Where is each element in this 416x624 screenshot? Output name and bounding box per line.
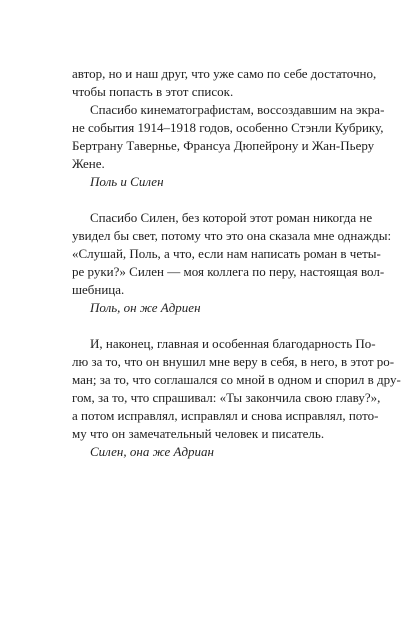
signature-line: Поль и Силен — [90, 174, 164, 189]
text-line: ре руки?» Силен — моя коллега по перу, настоящая вол- — [72, 264, 385, 279]
signature-line: Силен, она же Адриан — [90, 444, 214, 459]
text-line: Бертрану Тавернье, Франсуа Дюпейрону и Жан-Пьеру — [72, 138, 375, 153]
text-line: чтобы попасть в этот список. — [72, 84, 234, 99]
text-line: автор, но и наш друг, что уже само по себе достаточно, — [72, 66, 377, 81]
text-line: увидел бы свет, потому что это она сказала мне однажды: — [72, 228, 392, 243]
text-line: ман; за то, что соглашался со мной в одном и спорил в дру- — [72, 372, 401, 387]
text-line: лю за то, что он внушил мне веру в себя, в него, в этот ро- — [72, 354, 395, 369]
text-line: И, наконец, главная и особенная благодарность По- — [90, 336, 376, 351]
signature-line: Поль, он же Адриен — [90, 300, 201, 315]
text-line: гом, за то, что спрашивал: «Ты закончила свою главу?», — [72, 390, 381, 405]
text-line: а потом исправлял, исправлял и снова исправлял, пото- — [72, 408, 379, 423]
text-line: Спасибо Силен, без которой этот роман никогда не — [90, 210, 373, 225]
text-line: шебница. — [72, 282, 125, 297]
text-line: Спасибо кинематографистам, воссоздавшим на экра- — [90, 102, 385, 117]
text-line: Жене. — [72, 156, 105, 171]
text-line: не события 1914–1918 годов, особенно Стэнли Кубрику, — [72, 120, 384, 135]
text-line: «Слушай, Поль, а что, если нам написать роман в четы- — [72, 246, 381, 261]
text-line: му что он замечательный человек и писатель. — [72, 426, 325, 441]
